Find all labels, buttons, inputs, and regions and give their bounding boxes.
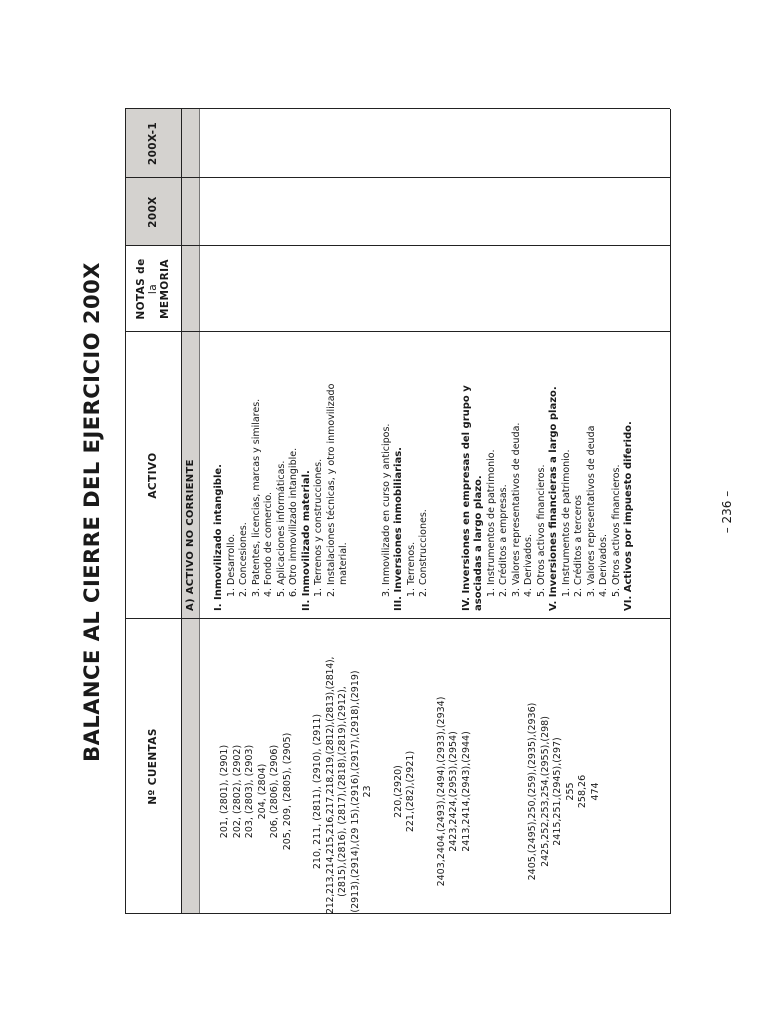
col-divider-cuentas <box>125 618 670 619</box>
page-number: – 236 – <box>720 490 734 534</box>
activo-item: 5.Otros activos financieros. <box>610 464 622 597</box>
col-divider-notas <box>125 245 670 246</box>
cuenta-line: 212,213,214,215,216,217,218,219,(2812),(2813),(2814), <box>324 656 336 914</box>
activo-item: 2.Créditos a empresas. <box>498 484 509 597</box>
cuenta-line: 201, (2801), (2901) <box>219 744 230 839</box>
activo-item: 4.Fondo de comercio. <box>263 491 274 597</box>
activo-item: 1.Terrenos. <box>405 541 417 597</box>
activo-item: 3.Valores representativos de deuda <box>585 425 597 597</box>
activo-item: 3.Patentes, licencias, marcas y similares. <box>250 398 262 597</box>
header-year1: 200X <box>147 196 159 228</box>
page-title: BALANCE AL CIERRE DEL EJERCICIO 200X <box>80 262 104 762</box>
activo-item: 2.Créditos a terceros <box>573 495 584 597</box>
cuenta-line: 2423,2424,(2953),(2954) <box>448 731 459 852</box>
group-heading: IV. Inversiones en empresas del grupo y asociadas a largo plazo. <box>460 385 484 611</box>
table-bottom-border <box>670 109 671 914</box>
activo-item: 2.Concesiones. <box>238 522 249 597</box>
header-cuentas: Nº CUENTAS <box>147 728 159 805</box>
header-notas-line2: la <box>147 283 159 295</box>
cuentas-column <box>213 656 602 914</box>
group-heading: I. Inmovilizado intangible. <box>213 464 224 611</box>
activo-item: 4.Derivados. <box>523 534 534 597</box>
activo-item: 4.Derivados. <box>598 534 609 597</box>
cuenta-line: 2425,252,253,254,(2955),(298) <box>539 716 551 867</box>
activo-item: 2.Instalaciones técnicas, y otro inmovilizado material. <box>325 383 349 597</box>
activo-item: 6.Otro inmovilizado intangible. <box>288 447 299 597</box>
activo-item: 1.Instrumentos de patrimonio. <box>560 449 572 597</box>
cuenta-line: 202, (2802), (2902) <box>231 744 243 839</box>
header-notas <box>125 246 181 332</box>
activo-item: 3.Inmovilizado en curso y anticipos. <box>380 423 392 597</box>
cuenta-line: 2415,251,(2945),(297) <box>552 737 563 846</box>
group-heading: II. Inmovilizado material. <box>300 470 312 611</box>
cuenta-line: 203, (2803), (2903) <box>244 744 255 839</box>
cuenta-line: 474 <box>589 782 601 801</box>
activo-item: 1.Terrenos y construcciones. <box>313 458 324 597</box>
activo-item: 5.Aplicaciones informáticas. <box>275 460 287 597</box>
balance-table <box>125 109 670 914</box>
cuenta-line: 23 <box>362 785 373 798</box>
cuenta-line: (2913),(2914),(29 15),(2916),(2917),(2918),(2919) <box>349 670 361 913</box>
cuenta-line: 205, 209, (2805), (2905) <box>281 732 293 851</box>
cuenta-line: 210, 211, (2811), (2910), (2911) <box>312 713 323 870</box>
group-heading: V. Inversiones financieras a largo plazo. <box>548 386 559 611</box>
activo-item: 2.Construcciones. <box>418 509 429 597</box>
cuenta-line: 2403,2404,(2493),(2494),(2933),(2934) <box>435 696 447 887</box>
section-label: A) ACTIVO NO CORRIENTE <box>184 459 196 611</box>
table-right-border <box>125 108 670 109</box>
header-notas-line3: MEMORIA <box>159 259 171 319</box>
cuenta-line: 258,26 <box>577 774 588 809</box>
group-heading: III. Inversiones inmobiliarias. <box>393 447 404 611</box>
cuenta-line: 204, (2804) <box>256 763 268 820</box>
activo-item: 1.Desarrollo. <box>225 533 237 597</box>
cuenta-line: 255 <box>564 782 576 801</box>
header-year2: 200X-1 <box>147 121 159 166</box>
cuenta-line: 221,(282),(2921) <box>405 750 416 833</box>
activo-item: 1.Instrumentos de patrimonio. <box>485 449 497 597</box>
section-bottom-border <box>199 109 200 914</box>
cuenta-line: 220,(2920) <box>392 765 404 818</box>
header-activo: ACTIVO <box>147 452 159 499</box>
cuenta-line: 206, (2806), (2906) <box>269 744 280 839</box>
cuenta-line: (2815),(2816), (2817),(2818),(2819),(2912), <box>337 686 348 897</box>
col-divider-activo <box>125 331 670 332</box>
activo-column <box>213 333 636 611</box>
activo-item: 3.Valores representativos de deuda. <box>510 422 522 597</box>
group-heading: VI. Activos por impuesto diferido. <box>623 421 634 611</box>
header-notas-line1: NOTAS de <box>135 258 147 320</box>
activo-item: 5.Otros activos financieros. <box>535 464 547 597</box>
cuenta-line: 2405,(2495),250,(259),(2935),(2936) <box>527 702 538 881</box>
cuenta-line: 2413,2414,(2943),(2944) <box>460 731 472 852</box>
col-divider-year1 <box>125 177 670 178</box>
